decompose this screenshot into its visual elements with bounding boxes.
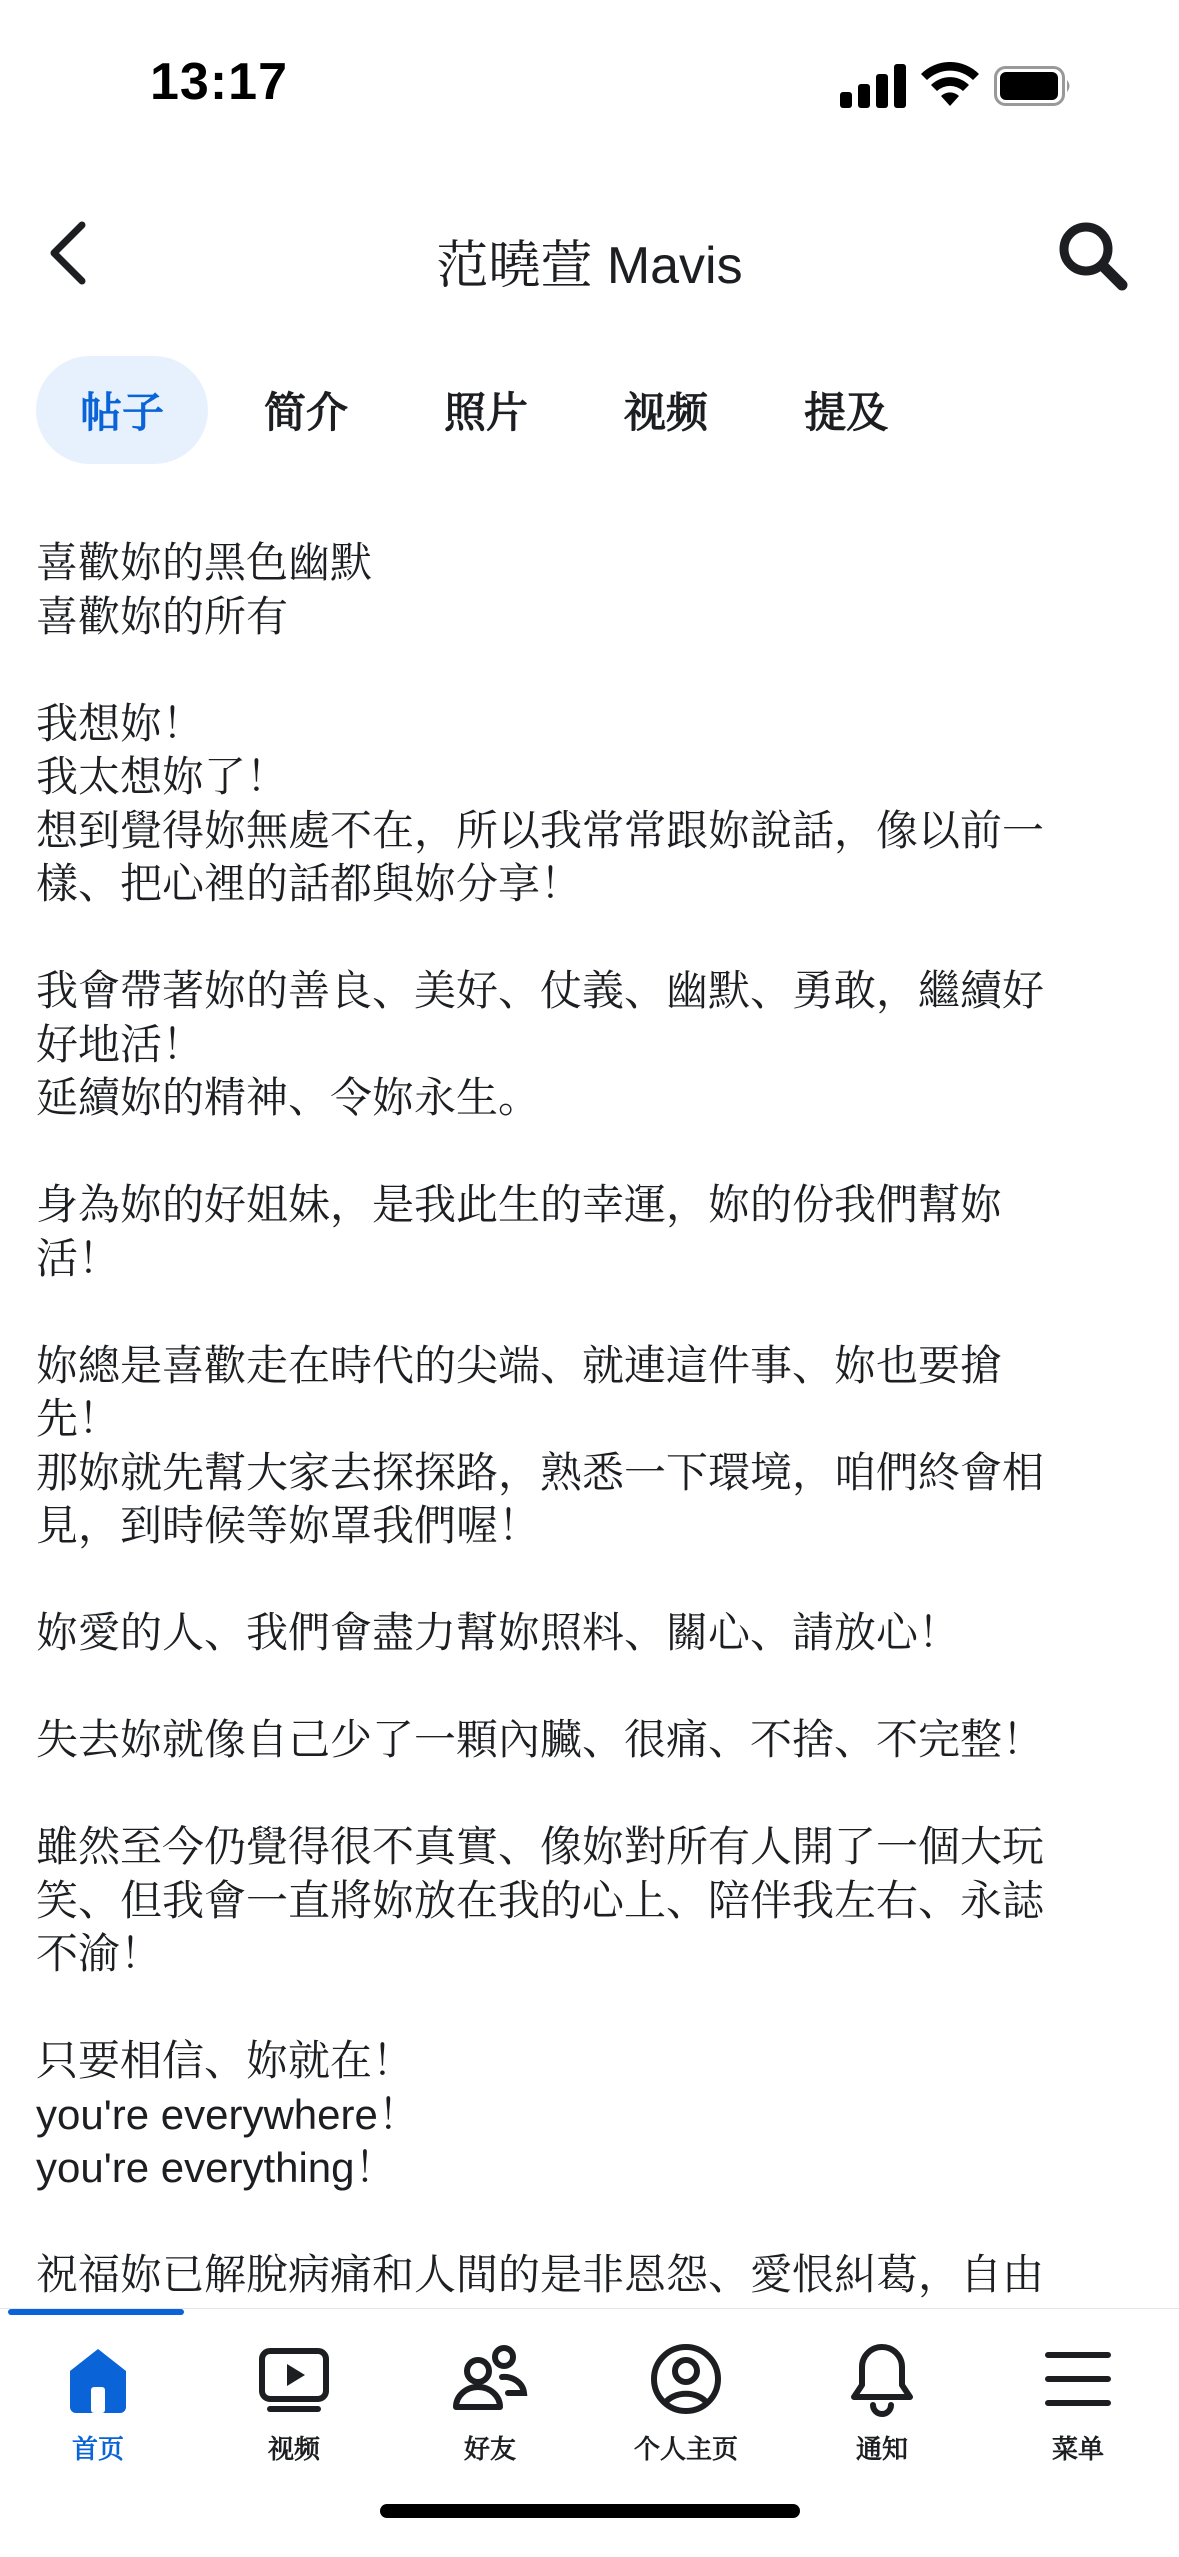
profile-icon xyxy=(648,2341,724,2417)
post-text xyxy=(36,536,1146,2306)
bottom-nav xyxy=(0,2308,1179,2557)
nav-notifications[interactable] xyxy=(784,2341,980,2466)
search-icon[interactable] xyxy=(1052,215,1132,295)
post-line: 先！ xyxy=(36,1395,121,1442)
post-line: 身為妳的好姐妹，是我此生的幸運，妳的份我們幫妳 xyxy=(36,1181,1003,1228)
nav-video[interactable] xyxy=(196,2341,392,2466)
post-line xyxy=(36,1125,1146,1179)
nav-menu[interactable] xyxy=(980,2341,1176,2466)
post-line: 只要相信、妳就在！ xyxy=(36,2037,415,2084)
wifi-icon xyxy=(921,62,979,106)
home-indicator[interactable] xyxy=(380,2504,800,2518)
menu-icon xyxy=(1040,2341,1116,2417)
bell-icon xyxy=(844,2341,920,2417)
tab-about[interactable]: 简介 xyxy=(264,389,349,436)
post-line: 我會帶著妳的善良、美好、仗義、幽默、勇敢，繼續好 xyxy=(36,967,1045,1014)
status-time: 13:17 xyxy=(150,53,288,111)
tab-videos[interactable]: 视频 xyxy=(624,389,709,436)
post-line: 笑、但我會一直將妳放在我的心上、陪伴我左右、永誌 xyxy=(36,1876,1045,1924)
cellular-signal-icon xyxy=(840,64,906,108)
scroll-indicator xyxy=(8,2309,184,2315)
post-line xyxy=(36,1553,1146,1607)
post-line: 延續妳的精神、令妳永生。 xyxy=(36,1074,541,1121)
status-bar xyxy=(0,0,1179,170)
post-line: 我太想妳了！ xyxy=(36,753,289,800)
tab-mentions[interactable]: 提及 xyxy=(804,389,889,436)
post-line xyxy=(36,1767,1146,1821)
post-line: 雖然至今仍覺得很不真實、像妳對所有人開了一個大玩 xyxy=(36,1823,1045,1870)
page-title: 范曉萱 Mavis xyxy=(436,237,743,295)
post-line: 喜歡妳的所有 xyxy=(36,592,289,640)
post-line: 妳總是喜歡走在時代的尖端、就連這件事、妳也要搶 xyxy=(36,1341,1003,1389)
post-line xyxy=(36,911,1146,965)
post-line xyxy=(36,1285,1146,1339)
post-line: 想到覺得妳無處不在，所以我常常跟妳說話，像以前一 xyxy=(36,806,1045,854)
nav-profile[interactable] xyxy=(588,2341,784,2466)
post-line: 樣、把心裡的話都與妳分享！ xyxy=(36,860,583,907)
post-line: 那妳就先幫大家去探探路，熟悉一下環境，咱們終會相 xyxy=(36,1448,1045,1496)
post-line: 活！ xyxy=(36,1234,121,1282)
nav-menu-label: 菜单 xyxy=(1051,2434,1104,2464)
video-icon xyxy=(256,2341,332,2417)
nav-notifications-label: 通知 xyxy=(855,2434,908,2464)
battery-icon xyxy=(994,66,1072,106)
post-line: 祝福妳已解脫病痛和人間的是非恩怨、愛恨糾葛，自由 xyxy=(36,2251,1045,2298)
tab-posts[interactable]: 帖子 xyxy=(36,356,208,464)
nav-friends[interactable] xyxy=(392,2341,588,2466)
post-line: 不渝！ xyxy=(36,1930,163,1977)
post-line xyxy=(36,643,1146,697)
nav-home[interactable] xyxy=(0,2341,196,2466)
post-line: 好地活！ xyxy=(36,1020,205,1068)
post-line xyxy=(36,2195,1146,2249)
post-line xyxy=(36,1660,1146,1714)
post-line: 喜歡妳的黑色幽默 xyxy=(36,539,373,586)
post-line: 我想妳！ xyxy=(36,699,205,747)
profile-tabs xyxy=(36,356,944,464)
friends-icon xyxy=(452,2341,528,2417)
home-icon xyxy=(60,2341,136,2417)
nav-video-label: 视频 xyxy=(267,2434,320,2464)
nav-profile-label: 个人主页 xyxy=(633,2434,738,2464)
nav-home-label: 首页 xyxy=(71,2434,124,2464)
post-line: you're everything！ xyxy=(36,2144,397,2191)
post-line: you're everywhere！ xyxy=(36,2090,420,2138)
profile-header xyxy=(0,195,1179,315)
post-line: 見，到時候等妳罩我們喔！ xyxy=(36,1502,541,1549)
post-line xyxy=(36,1981,1146,2035)
tab-photos[interactable]: 照片 xyxy=(444,389,529,436)
post-line: 失去妳就像自己少了一顆內臟、很痛、不捨、不完整！ xyxy=(36,1716,1045,1763)
nav-friends-label: 好友 xyxy=(463,2434,516,2464)
post-line: 妳愛的人、我們會盡力幫妳照料、關心、請放心！ xyxy=(36,1609,961,1656)
